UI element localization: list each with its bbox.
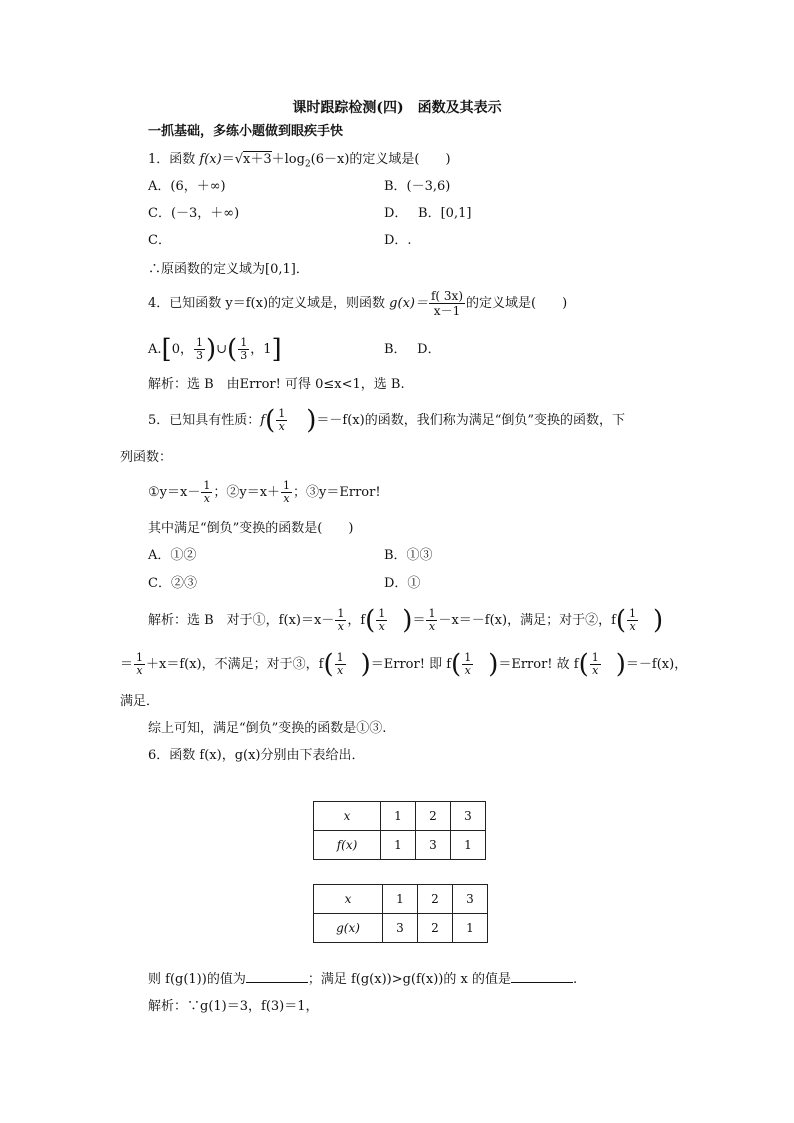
q5-sol-2a: ＝	[120, 657, 134, 672]
q1-option-b: B．(－3,6)	[384, 179, 451, 194]
q4-solution: 解析：选 B 由Error! 可得 0≤x<1，选 B.	[148, 377, 405, 392]
q4-bracket-right: ]	[271, 334, 282, 365]
q4-frac-num: f( 3x)	[430, 289, 464, 303]
q5-functions	[148, 478, 381, 508]
q5-sol-2b: ＋x＝f(x)，不满足；对于③，f	[146, 657, 324, 672]
q5-stem-line2: 列函数：	[120, 450, 173, 465]
q1-fx: f(x)	[199, 152, 222, 167]
q4-bracket-left: [	[161, 334, 172, 365]
domain-conclusion: ∴原函数的定义域为[0,1]．	[148, 262, 309, 277]
table-cell: 1	[451, 831, 486, 860]
q5-solution-line2: ＝ $\frac{1}{x}$ ＋x＝f(x)，不满足；对于③，f( $\frac{1}{x}$ )＝Error! 即 f( $\frac{1}{x}$ )＝Error! 故 f( $\frac{1}{x}$ )＝－f(x)，	[120, 649, 688, 680]
q5-option-d: D．①	[384, 576, 421, 591]
q1-stem-prefix: 1．函数	[148, 152, 200, 167]
table-row	[314, 914, 488, 943]
q4-stem-prefix: 4．已知函数	[148, 296, 226, 311]
q5-solution-line3: 满足．	[120, 694, 160, 709]
q5-sol-2d: ＝Error! 故 f	[498, 657, 579, 672]
q5-option-c: C．②③	[148, 576, 197, 591]
section-heading: 一抓基础，多练小题做到眼疾手快	[148, 124, 344, 139]
table-row	[314, 831, 486, 860]
q5-func1-frac: $\frac{1}{x}$	[203, 479, 211, 505]
q5-func2-frac: $\frac{1}{x}$	[283, 479, 291, 505]
q6-question	[148, 970, 577, 989]
table-cell: g(x)	[314, 914, 383, 943]
q5-sol-2c: ＝Error! 即 f	[370, 657, 452, 672]
question-1-stem: 1．函数 $f(x)=√x+3+\log_2(6-x)$的定义域是( )	[148, 152, 451, 170]
table-cell: 3	[383, 914, 418, 943]
q6-ask-b: ；满足 f(g(x))>g(f(x))的 x 的值是	[307, 972, 511, 987]
q5-option-a: A．①②	[148, 548, 197, 563]
q1-log-base: 2	[304, 159, 311, 170]
q5-which: 其中满足“倒负”变换的函数是( )	[148, 521, 354, 536]
q5-paren-l: (	[265, 405, 276, 436]
q4-options-bd: B． D．	[384, 342, 441, 357]
q4-opta-label: A.	[148, 342, 162, 357]
table-cell: 3	[453, 885, 488, 914]
q4-opta-frac1	[194, 337, 205, 362]
q5-f: f	[260, 413, 266, 428]
question-5-stem	[148, 404, 625, 438]
q5-sol-1c: ＝	[412, 613, 426, 628]
answer-blank-2	[511, 970, 573, 983]
table-cell: 3	[416, 831, 451, 860]
q5-paren-r: )	[306, 405, 317, 436]
q4-paren-left: (	[227, 334, 238, 365]
question-4-stem	[148, 289, 567, 319]
q6-solution: 解析：∵g(1)＝3，f(3)＝1，	[148, 999, 319, 1014]
q4-f2-den: 3	[240, 349, 248, 362]
q1-option-a: A．(6，＋∞)	[148, 179, 226, 194]
page-title: 课时跟踪检测(四) 函数及其表示	[292, 100, 502, 116]
table-cell: 1	[381, 802, 416, 831]
q4-f2-num: 1	[240, 336, 248, 349]
table-cell: x	[314, 885, 383, 914]
question-6-stem: 6．函数 f(x)，g(x)分别由下表给出．	[148, 748, 365, 763]
q1-option-c2: C．	[148, 233, 171, 248]
q5-frac-den: x	[278, 420, 285, 433]
table-cell: x	[314, 802, 381, 831]
q1-sqrt-body: x＋3	[243, 152, 272, 167]
q4-fraction	[429, 289, 465, 318]
q4-y-eq: y＝f(x)的定义域是，则函数	[225, 296, 390, 311]
table-g	[313, 884, 488, 943]
q6-ask-a: 则 f(g(1))的值为	[148, 972, 246, 987]
q4-f1-num: 1	[195, 336, 203, 349]
q5-sol-1d: －x＝－f(x)，满足；对于②，f	[438, 613, 616, 628]
q5-frac	[276, 408, 287, 433]
q5-func2: ；②y＝x＋	[213, 485, 281, 500]
table-cell: 2	[416, 802, 451, 831]
q5-frac-num: 1	[278, 407, 286, 420]
q5-sol-1b: ，f	[347, 613, 366, 628]
table-f	[313, 801, 486, 860]
q6-ask-c: .	[572, 972, 578, 987]
q4-opta-start: 0，	[171, 342, 193, 357]
q4-opta-frac2	[238, 337, 249, 362]
q1-option-d: D． B．[0,1]	[384, 206, 472, 221]
table-row	[314, 885, 488, 914]
q5-func3: ；③y＝Error!	[293, 485, 381, 500]
q5-solution-line1: 解析：选 B 对于①，f(x)＝x－ $\frac{1}{x}$ ，f( $\frac{1}{x}$ )＝ $\frac{1}{x}$ －x＝－f(x)，满足；对于②，f( $\frac{1}{x}$ )	[148, 605, 664, 636]
table-cell: 2	[418, 885, 453, 914]
q5-stem-post: ＝－f(x)的函数，我们称为满足“倒负”变换的函数，下	[316, 413, 625, 428]
q1-eq: ＝	[221, 152, 235, 167]
q4-option-a	[148, 335, 282, 365]
q4-union: ∪	[216, 342, 228, 357]
table-cell: f(x)	[314, 831, 381, 860]
q5-sol-1a: 解析：选 B 对于①，f(x)＝x－	[148, 613, 335, 628]
table-cell: 1	[453, 914, 488, 943]
q5-sol-2e: ＝－f(x)，	[625, 657, 688, 672]
q1-option-d2: D．.	[384, 233, 412, 248]
q1-log: ＋log	[271, 152, 305, 167]
q5-conclusion: 综上可知，满足“倒负”变换的函数是①③.	[148, 721, 387, 736]
q4-frac-den: x－1	[433, 304, 461, 318]
q5-func1: ①y＝x－	[148, 485, 201, 500]
q4-g: g(x)＝	[389, 296, 428, 311]
q5-stem-prefix: 5．已知具有性质：	[148, 413, 261, 428]
table-row	[314, 802, 486, 831]
q1-log-arg: (6－x)的定义域是( )	[310, 152, 451, 167]
q5-option-b: B．①③	[384, 548, 433, 563]
table-cell: 1	[381, 831, 416, 860]
answer-blank-1	[246, 970, 308, 983]
q4-f1-den: 3	[195, 349, 203, 362]
q4-stem-post: 的定义域是( )	[466, 296, 568, 311]
q1-option-c: C．(－3，＋∞)	[148, 206, 240, 221]
table-cell: 2	[418, 914, 453, 943]
q4-paren-right: )	[205, 334, 217, 365]
q4-opta-end: ，1	[250, 342, 272, 357]
table-cell: 3	[451, 802, 486, 831]
table-cell: 1	[383, 885, 418, 914]
